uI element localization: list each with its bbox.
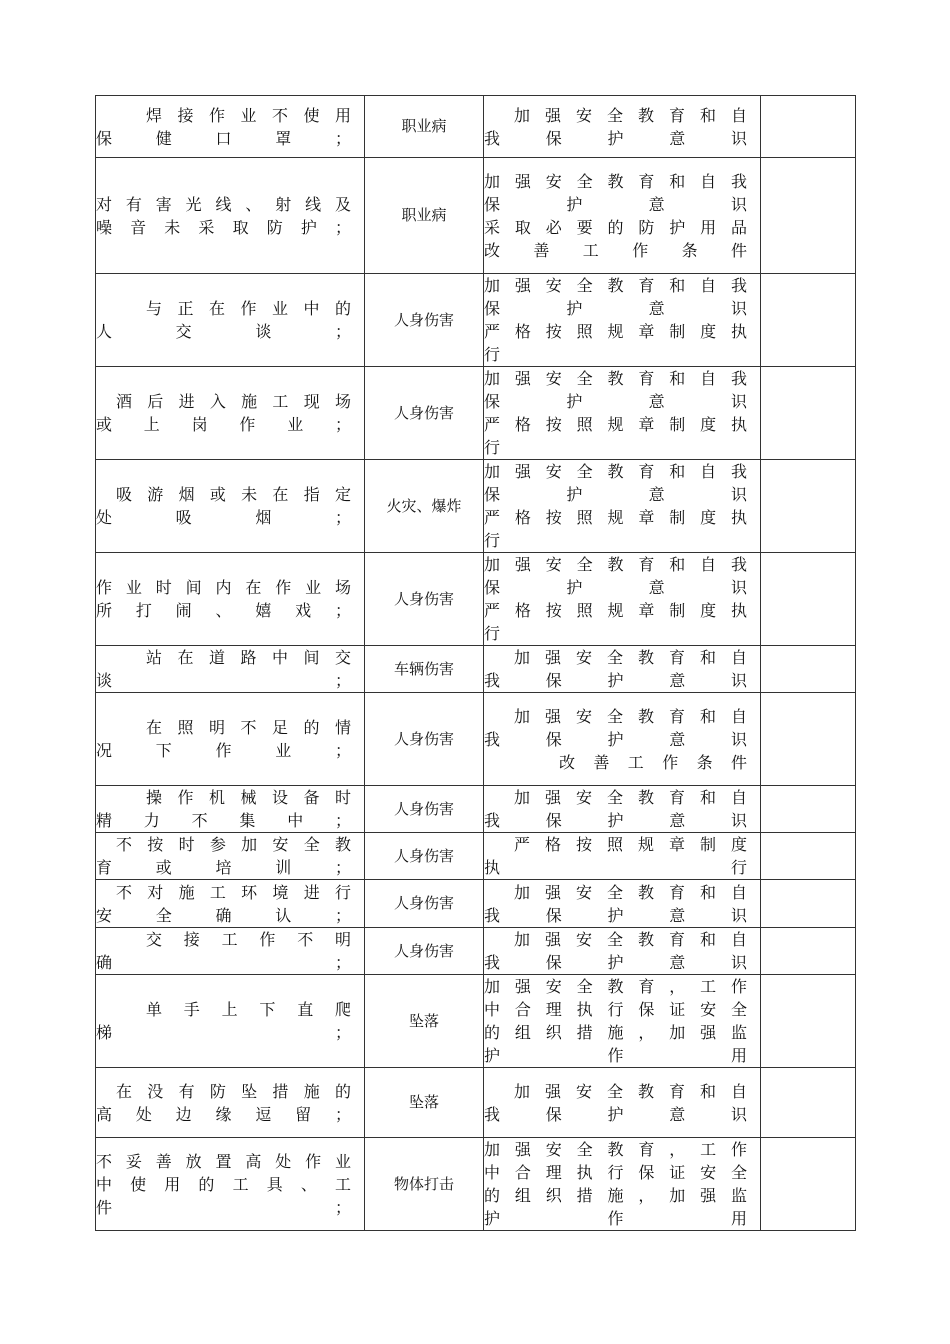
measure-cell [484,274,761,367]
blank-cell [761,693,856,786]
consequence-cell: 人身伤害 [365,928,484,975]
measure-cell [484,96,761,158]
consequence-cell: 坠落 [365,1068,484,1138]
consequence-cell: 车辆伤害 [365,646,484,693]
hazard-cell: 不按时参加安全教育或培训； [96,833,365,880]
hazard-cell: 单手上下直爬梯； [96,975,365,1068]
measure-cell [484,880,761,928]
hazard-cell: 作业时间内在作业场所打闹、嬉戏； [96,553,365,646]
table-row [96,158,856,274]
hazard-cell: 与正在作业中的人交谈； [96,274,365,367]
measure-line: 改善工作条件 [484,240,760,260]
measure-line: 加强安全教育和自我保护意识 [484,882,760,925]
consequence-cell: 物体打击 [365,1138,484,1231]
measure-line: 加强安全教育，工作中合理执行保证安全的组织措施，加强监护作用 [484,1140,760,1228]
blank-cell [761,367,856,460]
hazard-cell: 操作机械设备时精力不集中； [96,786,365,833]
measure-line: 加强安全教育和自我保护意识 [484,462,760,504]
measure-line: 改善工作条件 [559,752,760,772]
measure-line: 加强安全教育和自我保护意识 [484,105,760,148]
measure-line: 加强安全教育和自我保护意识 [484,648,760,690]
hazard-cell: 站在道路中间交谈； [96,646,365,693]
measure-cell [484,1068,761,1138]
blank-cell [761,460,856,553]
measure-cell [484,786,761,833]
consequence-cell: 人身伤害 [365,880,484,928]
measure-line: 严格按照规章制度执行 [484,322,760,364]
blank-cell [761,1138,856,1231]
table-row [96,553,856,646]
measure-cell [484,367,761,460]
hazard-cell: 酒后进入施工现场或上岗作业； [96,367,365,460]
measure-line: 严格按照规章制度执行 [484,508,760,550]
measure-cell [484,158,761,274]
consequence-cell: 人身伤害 [365,367,484,460]
table-row [96,693,856,786]
measure-cell [484,646,761,693]
measure-cell [484,833,761,880]
hazard-cell: 交接工作不明确； [96,928,365,975]
measure-line: 严格按照规章制度执行 [484,601,760,643]
measure-line: 加强安全教育和自我保护意识 [484,788,760,830]
blank-cell [761,274,856,367]
measure-line: 加强安全教育和自我保护意识 [484,930,760,972]
blank-cell [761,158,856,274]
table-row [96,460,856,553]
risk-table [95,95,856,1231]
risk-table-body [96,96,856,1231]
hazard-cell: 焊接作业不使用保健口罩； [96,96,365,158]
hazard-cell: 在照明不足的情况下作业； [96,693,365,786]
table-row [96,975,856,1068]
table-row [96,880,856,928]
table-row [96,646,856,693]
consequence-cell: 职业病 [365,158,484,274]
blank-cell [761,880,856,928]
measure-line: 加强安全教育和自我保护意识 [484,555,760,597]
blank-cell [761,1068,856,1138]
blank-cell [761,553,856,646]
consequence-cell: 火灾、爆炸 [365,460,484,553]
table-row [96,367,856,460]
measure-cell [484,1138,761,1231]
consequence-cell: 人身伤害 [365,693,484,786]
measure-line: 加强安全教育，工作中合理执行保证安全的组织措施，加强监护作用 [484,977,760,1065]
table-row [96,928,856,975]
measure-line: 加强安全教育和自我保护意识 [484,369,760,411]
hazard-cell: 对有害光线、射线及噪音未采取防护； [96,158,365,274]
consequence-cell: 人身伤害 [365,833,484,880]
hazard-cell: 吸游烟或未在指定处吸烟； [96,460,365,553]
measure-cell [484,553,761,646]
consequence-cell: 职业病 [365,96,484,158]
measure-line: 加强安全教育和自我保护意识 [484,1081,760,1124]
blank-cell [761,833,856,880]
measure-line: 加强安全教育和自我保护意识 [484,276,760,318]
hazard-cell: 不对施工环境进行安全确认； [96,880,365,928]
measure-line: 加强安全教育和自我保护意识 [484,706,760,749]
consequence-cell: 人身伤害 [365,274,484,367]
measure-line: 加强安全教育和自我保护意识 [484,171,760,214]
blank-cell [761,786,856,833]
measure-cell [484,460,761,553]
hazard-cell: 在没有防坠措施的高处边缘逗留； [96,1068,365,1138]
blank-cell [761,928,856,975]
measure-cell [484,928,761,975]
consequence-cell: 人身伤害 [365,786,484,833]
table-row [96,96,856,158]
blank-cell [761,646,856,693]
consequence-cell: 坠落 [365,975,484,1068]
table-row [96,1068,856,1138]
table-row [96,833,856,880]
blank-cell [761,96,856,158]
table-row [96,274,856,367]
table-row [96,1138,856,1231]
blank-cell [761,975,856,1068]
measure-line: 严格按照规章制度执行 [484,835,760,877]
table-row [96,786,856,833]
measure-line: 采取必要的防护用品 [484,217,760,237]
hazard-cell: 不妥善放置高处作业中使用的工具、工件； [96,1138,365,1231]
measure-cell [484,975,761,1068]
measure-line: 严格按照规章制度执行 [484,415,760,457]
measure-cell [484,693,761,786]
consequence-cell: 人身伤害 [365,553,484,646]
